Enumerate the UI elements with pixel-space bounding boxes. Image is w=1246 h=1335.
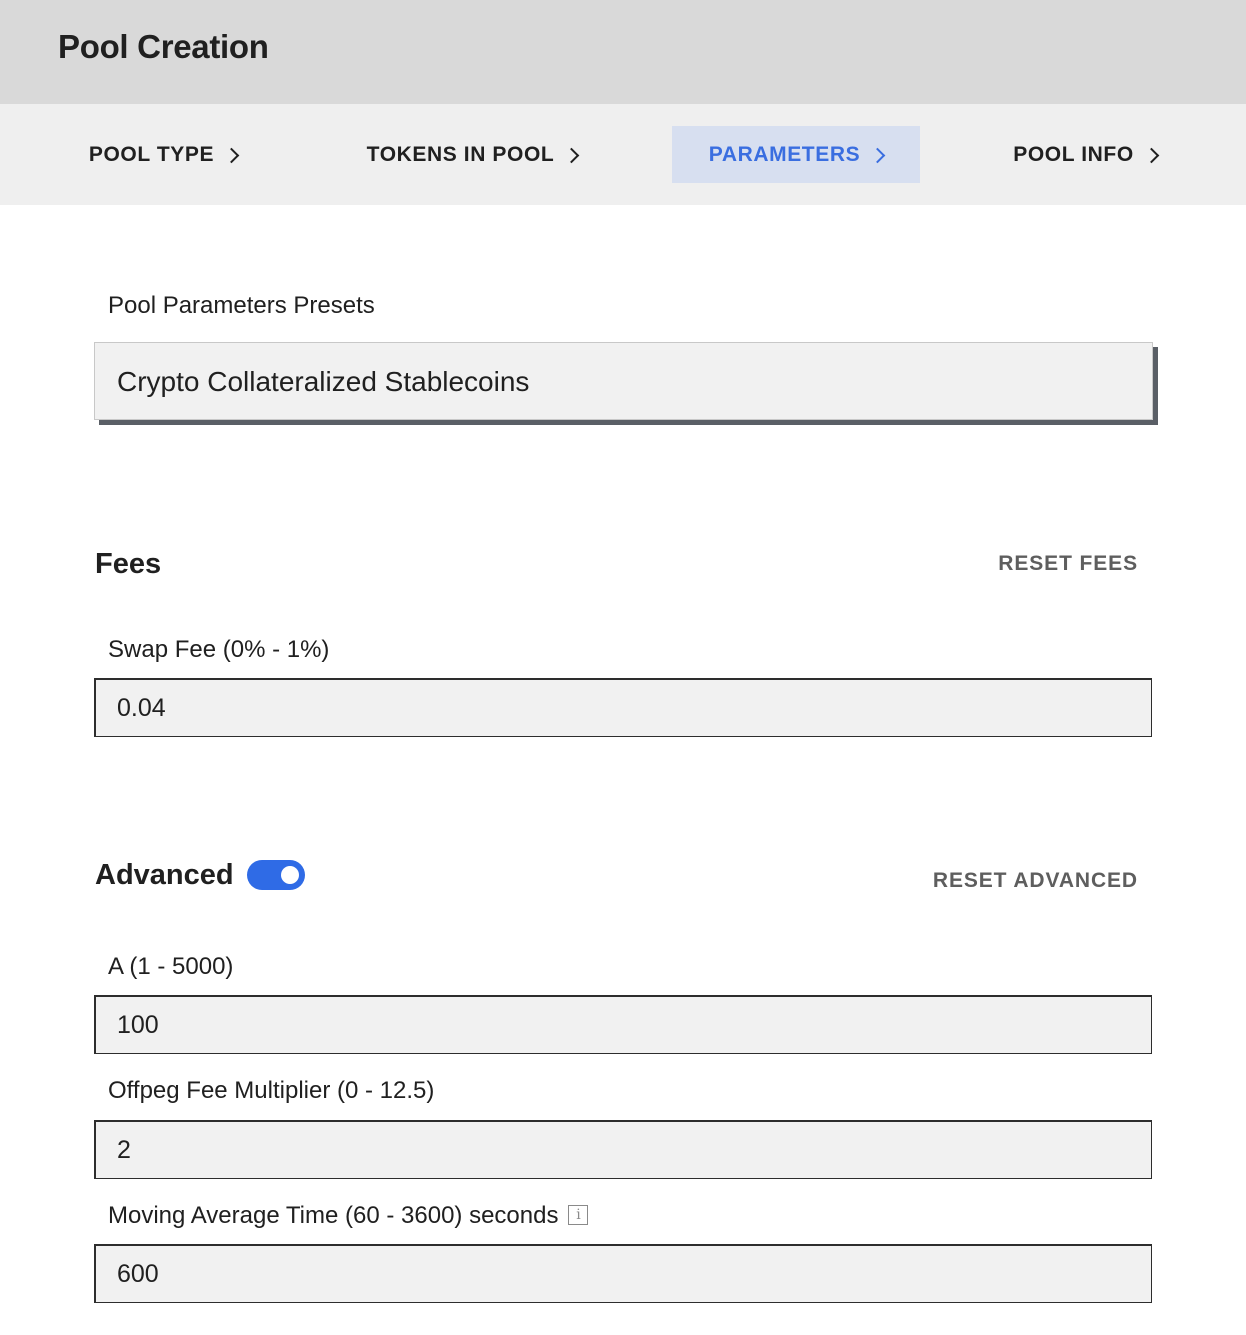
- presets-select[interactable]: [94, 342, 1153, 420]
- swap-fee-field: [94, 678, 1152, 737]
- reset-advanced-button[interactable]: RESET ADVANCED: [932, 869, 1138, 892]
- presets-selected-value: Crypto Collateralized Stablecoins: [117, 366, 530, 397]
- chevron-right-icon: [224, 147, 240, 163]
- step-label: PARAMETERS: [708, 142, 861, 166]
- step-tokens-in-pool[interactable]: [352, 126, 592, 183]
- step-label: TOKENS IN POOL: [366, 142, 555, 166]
- swap-fee-label: Swap Fee (0% - 1%): [108, 636, 330, 663]
- chevron-right-icon: [1143, 147, 1159, 163]
- step-parameters[interactable]: [672, 126, 920, 183]
- chevron-right-icon: [870, 147, 886, 163]
- step-label: POOL TYPE: [88, 142, 215, 166]
- ma-time-label: Moving Average Time (60 - 3600) seconds: [108, 1202, 559, 1229]
- chevron-right-icon: [564, 147, 580, 163]
- a-param-label: A (1 - 5000): [108, 953, 234, 980]
- info-icon[interactable]: i: [568, 1205, 588, 1225]
- offpeg-fee-field: [94, 1120, 1152, 1179]
- advanced-toggle[interactable]: [247, 860, 305, 890]
- swap-fee-input[interactable]: [96, 680, 1151, 736]
- step-label: POOL INFO: [1013, 142, 1134, 166]
- offpeg-fee-input[interactable]: [96, 1122, 1151, 1178]
- toggle-knob: [281, 866, 299, 884]
- step-pool-type[interactable]: [78, 126, 248, 183]
- a-param-input[interactable]: [96, 997, 1151, 1053]
- page-title: Pool Creation: [58, 28, 269, 65]
- offpeg-fee-label: Offpeg Fee Multiplier (0 - 12.5): [108, 1077, 435, 1104]
- advanced-section-title: Advanced: [95, 859, 234, 891]
- fees-section-title: Fees: [95, 548, 162, 580]
- step-pool-info[interactable]: [1000, 126, 1170, 183]
- step-navigation: [0, 104, 1246, 205]
- ma-time-label-row: [108, 1202, 588, 1230]
- page-header: [0, 0, 1246, 104]
- ma-time-field: [94, 1244, 1152, 1303]
- reset-fees-button[interactable]: RESET FEES: [998, 552, 1138, 575]
- ma-time-input[interactable]: [96, 1246, 1151, 1302]
- a-param-field: [94, 995, 1152, 1054]
- presets-label: Pool Parameters Presets: [108, 292, 375, 319]
